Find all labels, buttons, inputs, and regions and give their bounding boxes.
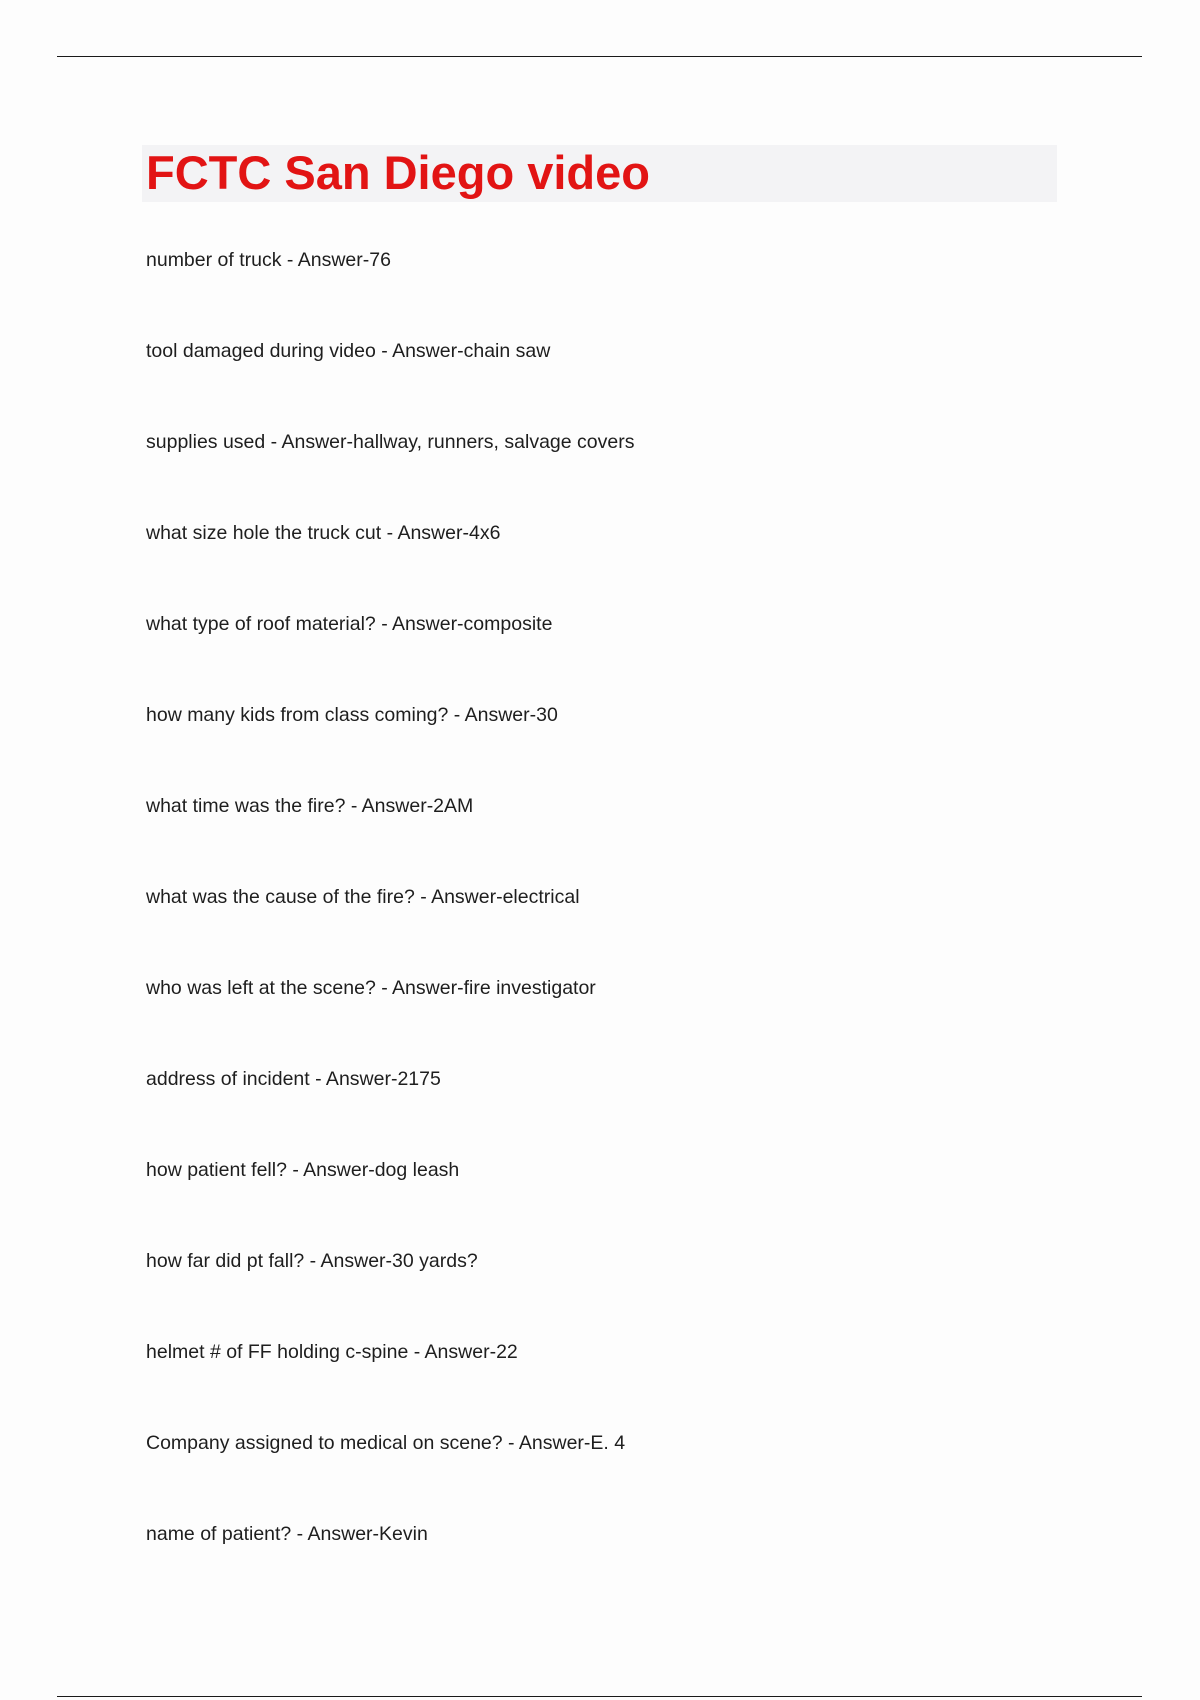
qa-item: how far did pt fall? - Answer-30 yards? [146,1250,478,1272]
qa-item: who was left at the scene? - Answer-fire investigator [146,977,596,999]
qa-item: address of incident - Answer-2175 [146,1068,441,1090]
footer-rule [57,1696,1142,1697]
qa-item: what size hole the truck cut - Answer-4x6 [146,522,501,544]
qa-item: how patient fell? - Answer-dog leash [146,1159,460,1181]
document-title: FCTC San Diego video [146,146,650,199]
qa-item: number of truck - Answer-76 [146,249,391,271]
qa-item: Company assigned to medical on scene? - Answer-E. 4 [146,1432,626,1454]
qa-item: tool damaged during video - Answer-chain saw [146,340,551,362]
qa-item: helmet # of FF holding c-spine - Answer-22 [146,1341,518,1363]
qa-item: what was the cause of the fire? - Answer-electrical [146,886,580,908]
qa-item: what type of roof material? - Answer-composite [146,613,553,635]
question-answer-list [146,244,634,1609]
header-rule [57,56,1142,57]
qa-item: name of patient? - Answer-Kevin [146,1523,428,1545]
qa-item: how many kids from class coming? - Answer-30 [146,704,558,726]
qa-item: what time was the fire? - Answer-2AM [146,795,474,817]
qa-item: supplies used - Answer-hallway, runners, salvage covers [146,431,635,453]
